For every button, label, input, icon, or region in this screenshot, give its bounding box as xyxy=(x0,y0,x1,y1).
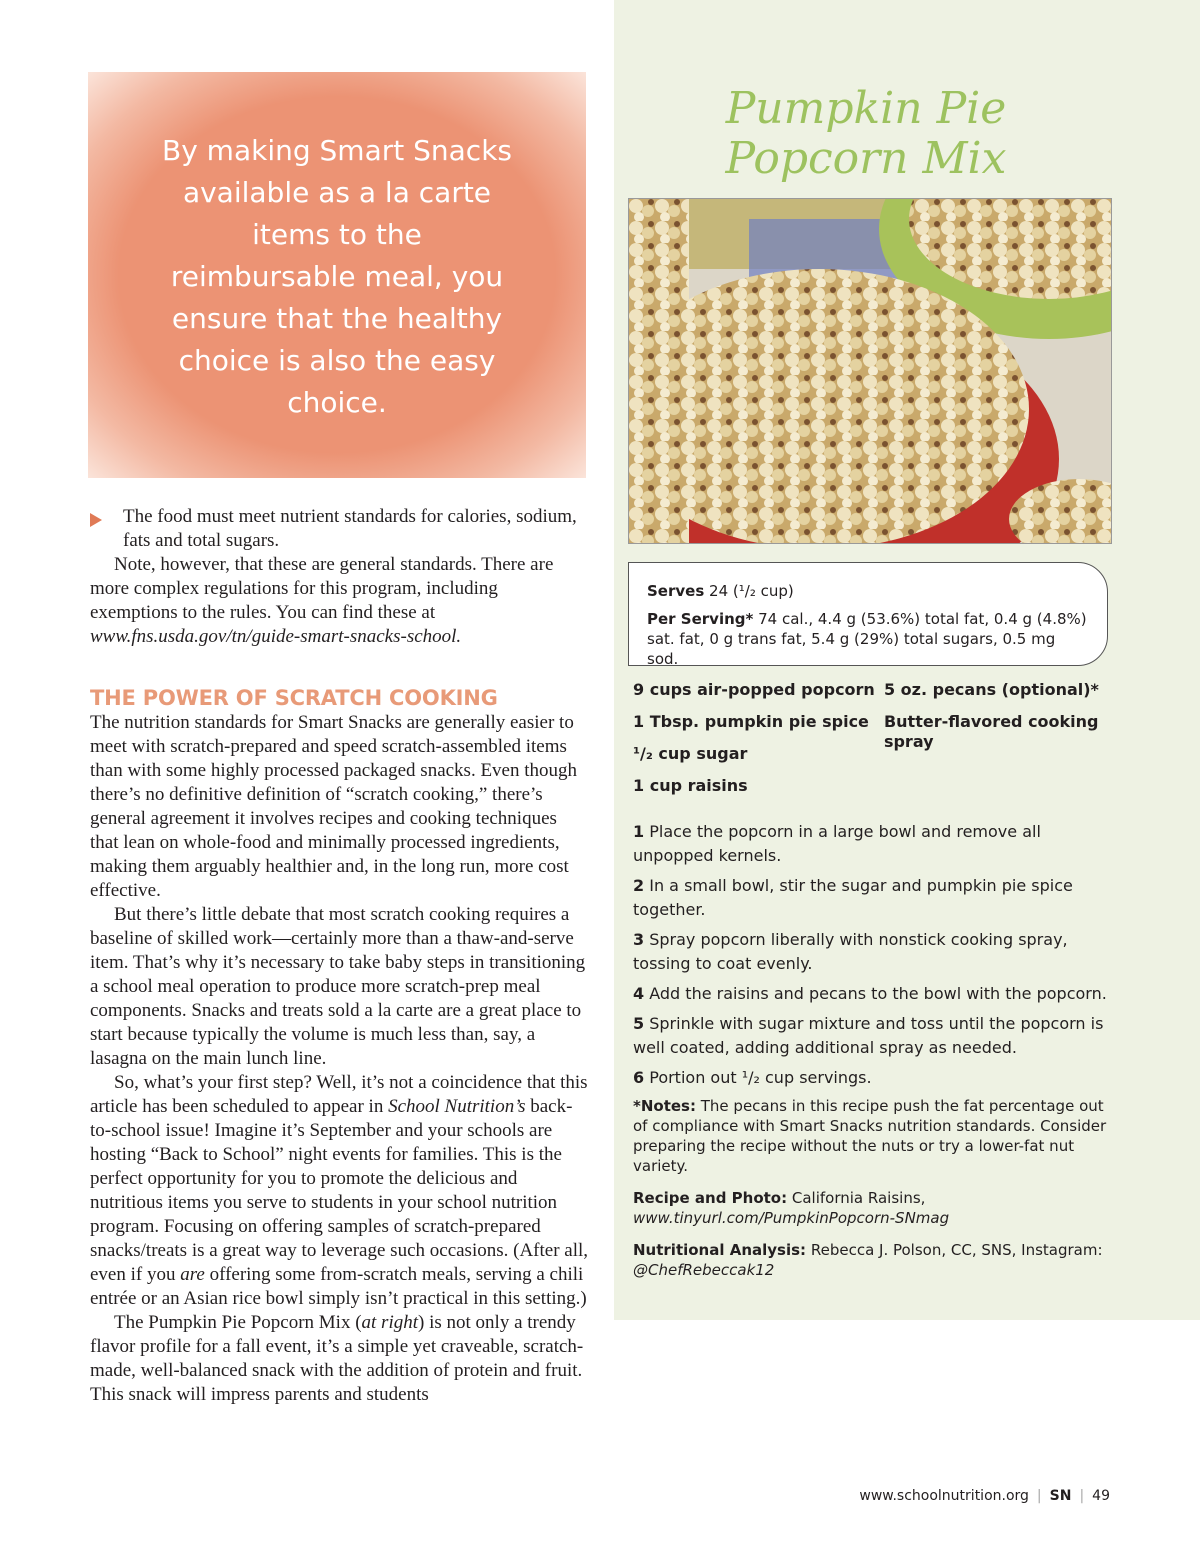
step-item xyxy=(633,928,1113,976)
para3-text-a: So, what’s your first step? Well, it’s not a coincidence that this article has been scheduled to appear in xyxy=(90,1072,588,1117)
ingredient-item: 9 cups air-popped popcorn xyxy=(633,680,875,699)
analysis-text: Rebecca J. Polson, CC, SNS, Instagram: xyxy=(810,1241,1103,1259)
step-item xyxy=(633,1012,1113,1060)
bullet-item xyxy=(90,505,590,553)
para3-text-b: back-to-school issue! Imagine it’s September and your schools are hosting “Back to School” night events for families. This is the perfect opportunity for you to promote the delicious and nutritious items you serve to students in your school nutrition program. Focusing on offering samples of scratch-prepared snacks/treats is a great way to leverage such occasions. (After all, even if you xyxy=(90,1096,589,1285)
para4-text-a: The Pumpkin Pie Popcorn Mix ( xyxy=(114,1312,362,1333)
step-text: Add the raisins and pecans to the bowl with the popcorn. xyxy=(649,984,1107,1003)
footer-website-link[interactable]: www.schoolnutrition.org xyxy=(859,1488,1029,1504)
paragraph-2: But there’s little debate that most scratch cooking requires a baseline of skilled work—certainly more than a thaw-and-serve item. That’s why it’s necessary to take baby steps in transitioning a school meal operation to produce more scratch-prep meal components. Snacks and treats sold a la carte are a great place to start because typically the volume is much less than, say, a lasagna on the main lunch line. xyxy=(90,904,586,1069)
ingredient-item: 5 oz. pecans (optional)* xyxy=(883,680,1099,699)
per-serving-value: 74 cal., 4.4 g (53.6%) total fat, 0.4 g (4.8%) sat. fat, 0 g trans fat, 5.4 g (29%) total sugars, 0.5 mg sod. xyxy=(647,610,1087,668)
step-number: 1 xyxy=(633,822,645,841)
footer-divider: | xyxy=(1036,1488,1042,1504)
footer-divider: | xyxy=(1079,1488,1085,1504)
serves-value: 24 (¹/₂ cup) xyxy=(709,582,794,600)
recipe-title-line2: Popcorn Mix xyxy=(725,133,1007,184)
para3-text-c: offering some from-scratch meals, serving a chili entrée or an Asian rice bowl simply isn’t practical in this setting.) xyxy=(90,1264,587,1309)
step-number: 2 xyxy=(633,876,645,895)
ingredients-column-1 xyxy=(633,680,884,808)
step-text: Sprinkle with sugar mixture and toss until the popcorn is well coated, adding additional spray as needed. xyxy=(633,1014,1104,1057)
step-text: In a small bowl, stir the sugar and pumpkin pie spice together. xyxy=(633,876,1073,919)
step-item xyxy=(633,874,1113,922)
triangle-bullet-icon xyxy=(90,513,102,527)
recipe-credit-text: California Raisins, xyxy=(791,1189,926,1207)
notes-text: The pecans in this recipe push the fat percentage out of compliance with Smart Snacks nutrition standards. Consider preparing the recipe without the nuts or try a lower-fat nut variety. xyxy=(633,1097,1107,1175)
ingredients-column-2 xyxy=(884,680,1113,808)
paragraph-4 xyxy=(90,1311,590,1407)
ingredient-item: ¹/₂ cup sugar xyxy=(633,744,748,763)
ingredient-item: Butter-flavored cooking spray xyxy=(883,712,1099,751)
analysis-credit xyxy=(633,1240,1113,1280)
recipe-credit-label: Recipe and Photo: xyxy=(633,1189,788,1207)
popcorn-bowl-image xyxy=(629,199,1111,543)
recipe-photo xyxy=(628,198,1112,544)
section-heading: THE POWER OF SCRATCH COOKING xyxy=(90,686,498,710)
step-number: 4 xyxy=(633,984,645,1003)
recipe-title xyxy=(626,84,1106,184)
recipe-credit xyxy=(633,1188,1113,1228)
recipe-steps xyxy=(633,820,1113,1292)
paragraph-3 xyxy=(90,1071,590,1311)
step-item xyxy=(633,1066,1113,1090)
magazine-title: School Nutrition’s xyxy=(388,1096,526,1117)
step-number: 5 xyxy=(633,1014,645,1033)
recipe-credit-link[interactable]: www.tinyurl.com/PumpkinPopcorn-SNmag xyxy=(633,1209,950,1227)
magazine-abbrev: SN xyxy=(1049,1488,1072,1504)
step-item xyxy=(633,820,1113,868)
note-text: Note, however, that these are general standards. There are more complex regulations for this program, including exemptions to the rules. You can find these at xyxy=(90,554,554,623)
notes-block xyxy=(633,1096,1113,1176)
paragraph-1: The nutrition standards for Smart Snacks are generally easier to meet with scratch-prepared and speed scratch-assembled items than with some highly processed packaged snacks. Even though there’s no definitive definition of “scratch cooking,” there’s general agreement it involves recipes and cooking techniques that lean on whole-food and minimally processed ingredients, making them arguably healthier and, in the long run, more cost effective. xyxy=(90,712,578,901)
step-text: Place the popcorn in a large bowl and remove all unpopped kernels. xyxy=(633,822,1041,865)
per-serving-label: Per Serving* xyxy=(647,610,754,628)
ingredient-item: 1 Tbsp. pumpkin pie spice xyxy=(633,712,869,731)
page-footer xyxy=(820,1488,1110,1504)
step-text: Spray popcorn liberally with nonstick cooking spray, tossing to coat evenly. xyxy=(633,930,1068,973)
para4-emphasis: at right xyxy=(361,1312,419,1333)
article-body xyxy=(90,505,590,1407)
recipe-notes xyxy=(633,1096,1113,1280)
ingredients-list xyxy=(633,680,1113,808)
serves-row xyxy=(647,581,1089,601)
recipe-title-line1: Pumpkin Pie xyxy=(725,83,1007,134)
ingredient-item: 1 cup raisins xyxy=(633,776,748,795)
step-number: 3 xyxy=(633,930,645,949)
serves-label: Serves xyxy=(647,582,705,600)
note-paragraph xyxy=(90,553,590,649)
para4-text-b: ) is not only a trendy flavor profile for a fall event, it’s a simple yet craveable, scratch-made, well-balanced snack with the addition of protein and fruit. This snack will impress parents and students xyxy=(90,1312,584,1405)
step-item xyxy=(633,982,1113,1006)
instagram-handle[interactable]: @ChefRebeccak12 xyxy=(633,1261,775,1279)
bullet-text: The food must meet nutrient standards for calories, sodium, fats and total sugars. xyxy=(123,506,577,551)
per-serving-row xyxy=(647,609,1089,669)
step-text: Portion out ¹/₂ cup servings. xyxy=(649,1068,872,1087)
page-number: 49 xyxy=(1092,1488,1110,1504)
step-number: 6 xyxy=(633,1068,645,1087)
pull-quote-box xyxy=(88,72,586,478)
fns-link[interactable]: www.fns.usda.gov/tn/guide-smart-snacks-school. xyxy=(90,626,462,647)
nutrition-info-box xyxy=(628,562,1108,666)
notes-label: *Notes: xyxy=(633,1097,696,1115)
analysis-label: Nutritional Analysis: xyxy=(633,1241,807,1259)
pull-quote-text: By making Smart Snacks available as a la carte items to the reimbursable meal, you ensure that the healthy choice is also the easy choice. xyxy=(162,134,512,419)
para3-emphasis: are xyxy=(180,1264,205,1285)
